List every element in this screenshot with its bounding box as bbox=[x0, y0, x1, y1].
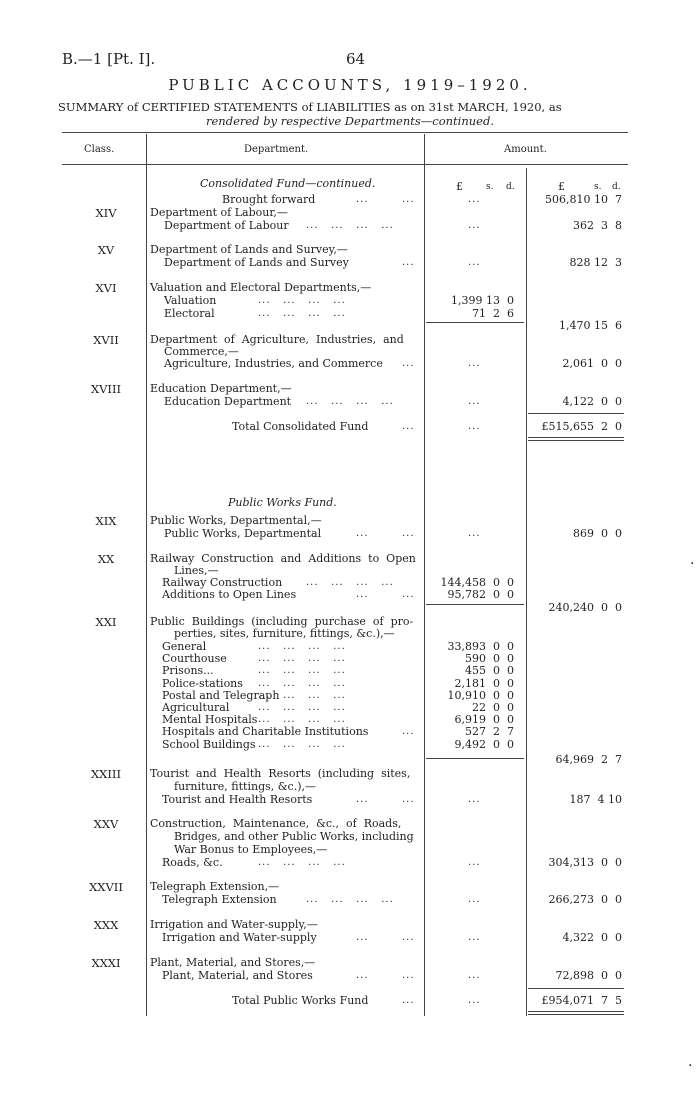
total-public-works-amount: £954,071 7 5 bbox=[541, 994, 622, 1007]
department-total: 72,898 0 0 bbox=[555, 969, 622, 982]
amount-column-divider bbox=[526, 168, 527, 1016]
department-column-header: Department. bbox=[244, 144, 309, 155]
department-item: Agriculture, Industries, and Commerce bbox=[164, 357, 383, 370]
leader-dots: ... ... ... ... bbox=[306, 220, 394, 231]
department-name-continued: perties, sites, furniture, fittings, &c.),— bbox=[174, 627, 395, 640]
leader-dots: ... ... ... ... bbox=[258, 308, 346, 319]
page-number: 64 bbox=[346, 50, 366, 68]
public-buildings-item-amount: 455 0 0 bbox=[465, 664, 514, 677]
empty-sub-amount: ... bbox=[468, 794, 481, 805]
sub-amount: 1,399 13 0 bbox=[451, 294, 514, 307]
margin-mark: · bbox=[688, 1058, 693, 1074]
margin-mark: · bbox=[690, 556, 695, 572]
public-buildings-item-amount: 10,910 0 0 bbox=[447, 689, 514, 702]
double-rule-bottom bbox=[528, 440, 624, 441]
leader-dots: ... bbox=[356, 970, 369, 981]
total-rule bbox=[528, 413, 624, 414]
department-name-continued: War Bonus to Employees,— bbox=[174, 843, 328, 856]
leader-dots: ... ... ... ... bbox=[258, 690, 346, 701]
leader-dots: ... ... ... ... bbox=[306, 894, 394, 905]
total-currency-shillings: s. bbox=[594, 182, 602, 192]
total-currency-pence: d. bbox=[612, 182, 621, 192]
department-name: Department of Lands and Survey,— bbox=[150, 243, 348, 256]
class-label: XIX bbox=[95, 514, 117, 528]
brought-forward-amount: 506,810 10 7 bbox=[545, 193, 622, 206]
class-column-divider bbox=[146, 134, 147, 1016]
leader-dots: ... ... ... ... bbox=[258, 641, 346, 652]
empty-sub-amount: ... bbox=[468, 220, 481, 231]
class-label: XVIII bbox=[90, 382, 122, 396]
public-buildings-item-label: Postal and Telegraph bbox=[162, 689, 280, 702]
department-name-continued: Commerce,— bbox=[164, 345, 239, 358]
empty-sub-amount: ... bbox=[468, 257, 481, 268]
empty-sub-amount: ... bbox=[468, 995, 481, 1006]
department-item: Valuation bbox=[164, 294, 217, 307]
department-item: Irrigation and Water-supply bbox=[162, 931, 317, 944]
brought-forward-label: Brought forward bbox=[222, 193, 316, 206]
public-buildings-item-label: Police-stations bbox=[162, 677, 243, 690]
sub-currency-pence: d. bbox=[506, 182, 515, 192]
leader-dots: ... ... ... ... bbox=[306, 396, 394, 407]
class-label: XX bbox=[97, 552, 115, 566]
empty-sub-amount: ... bbox=[468, 358, 481, 369]
leader-dots: ... bbox=[402, 194, 415, 205]
public-buildings-item-amount: 6,919 0 0 bbox=[454, 713, 514, 726]
class-column-header: Class. bbox=[84, 144, 115, 155]
total-consolidated-label: Total Consolidated Fund bbox=[232, 420, 369, 433]
empty-sub-amount: ... bbox=[468, 857, 481, 868]
public-buildings-item-label: School Buildings bbox=[162, 738, 256, 751]
department-item: Department of Labour bbox=[164, 219, 289, 232]
leader-dots: ... bbox=[356, 589, 369, 600]
empty-sub-amount: ... bbox=[468, 528, 481, 539]
public-buildings-item-label: Courthouse bbox=[162, 652, 227, 665]
leader-dots: ... bbox=[402, 421, 415, 432]
sub-amount: 71 2 6 bbox=[472, 307, 514, 320]
department-item: Plant, Material, and Stores bbox=[162, 969, 313, 982]
leader-dots: ... bbox=[402, 257, 415, 268]
department-name: Plant, Material, and Stores,— bbox=[150, 956, 316, 969]
leader-dots: ... bbox=[402, 794, 415, 805]
department-total: 1,470 15 6 bbox=[559, 319, 622, 332]
public-buildings-item-label: General bbox=[162, 640, 207, 653]
public-buildings-item-amount: 527 2 7 bbox=[465, 725, 514, 738]
subtitle-line-2: rendered by respective Departments—continued. bbox=[206, 114, 494, 128]
leader-dots: ... ... ... ... bbox=[258, 857, 346, 868]
empty-sub-amount: ... bbox=[468, 194, 481, 205]
department-name-continued: Bridges, and other Public Works, including bbox=[174, 830, 414, 843]
amount-column-header: Amount. bbox=[504, 144, 547, 155]
department-name: Public Works, Departmental,— bbox=[150, 514, 322, 527]
class-label: XV bbox=[97, 243, 115, 257]
department-total: 304,313 0 0 bbox=[548, 856, 622, 869]
leader-dots: ... ... ... ... bbox=[258, 653, 346, 664]
total-rule bbox=[528, 988, 624, 989]
department-item: Public Works, Departmental bbox=[164, 527, 322, 540]
class-label: XXI bbox=[95, 615, 117, 629]
public-buildings-item-amount: 9,492 0 0 bbox=[454, 738, 514, 751]
public-buildings-item-amount: 590 0 0 bbox=[465, 652, 514, 665]
leader-dots: ... bbox=[402, 528, 415, 539]
department-name-continued: furniture, fittings, &c.),— bbox=[174, 780, 316, 793]
department-item: Tourist and Health Resorts bbox=[162, 793, 313, 806]
department-name: Tourist and Health Resorts (including sites, bbox=[150, 767, 411, 780]
leader-dots: ... bbox=[402, 726, 415, 737]
leader-dots: ... ... ... ... bbox=[258, 702, 346, 713]
department-total: 64,969 2 7 bbox=[555, 753, 622, 766]
leader-dots: ... bbox=[356, 528, 369, 539]
sub-amount: 95,782 0 0 bbox=[447, 588, 514, 601]
department-total: 869 0 0 bbox=[573, 527, 622, 540]
leader-dots: ... ... ... ... bbox=[258, 714, 346, 725]
leader-dots: ... ... ... ... bbox=[258, 295, 346, 306]
double-rule-top bbox=[528, 1011, 624, 1012]
total-consolidated-amount: £515,655 2 0 bbox=[541, 420, 622, 433]
class-label: XXV bbox=[93, 817, 119, 831]
table-top-rule bbox=[62, 132, 628, 133]
empty-sub-amount: ... bbox=[468, 932, 481, 943]
department-name: Railway Construction and Additions to Open bbox=[150, 552, 416, 565]
empty-sub-amount: ... bbox=[468, 970, 481, 981]
class-label: XXIII bbox=[90, 767, 121, 781]
leader-dots: ... bbox=[402, 970, 415, 981]
class-label: XXVII bbox=[89, 880, 123, 894]
department-item: Railway Construction bbox=[162, 576, 283, 589]
leader-dots: ... bbox=[402, 995, 415, 1006]
department-total: 266,273 0 0 bbox=[548, 893, 622, 906]
class-label: XIV bbox=[95, 206, 117, 220]
department-item: Electoral bbox=[164, 307, 215, 320]
department-total: 187 4 10 bbox=[569, 793, 622, 806]
total-currency-pounds: £ bbox=[558, 180, 565, 193]
subtotal-rule bbox=[426, 322, 524, 323]
leader-dots: ... bbox=[356, 794, 369, 805]
leader-dots: ... bbox=[402, 932, 415, 943]
public-buildings-item-amount: 22 0 0 bbox=[472, 701, 514, 714]
empty-sub-amount: ... bbox=[468, 421, 481, 432]
department-name: Valuation and Electoral Departments,— bbox=[150, 281, 372, 294]
class-label: XXX bbox=[93, 918, 119, 932]
department-total: 4,122 0 0 bbox=[562, 395, 622, 408]
department-total: 4,322 0 0 bbox=[562, 931, 622, 944]
public-buildings-item-amount: 33,893 0 0 bbox=[447, 640, 514, 653]
sub-amount: 144,458 0 0 bbox=[440, 576, 514, 589]
leader-dots: ... bbox=[356, 194, 369, 205]
department-name: Telegraph Extension,— bbox=[150, 880, 280, 893]
department-name: Education Department,— bbox=[150, 382, 292, 395]
department-item: Roads, &c. bbox=[162, 856, 223, 869]
department-total: 2,061 0 0 bbox=[562, 357, 622, 370]
department-name: Public Buildings (including purchase of pro- bbox=[150, 615, 414, 628]
leader-dots: ... bbox=[356, 932, 369, 943]
public-buildings-item-label: Agricultural bbox=[162, 701, 230, 714]
double-rule-top bbox=[528, 437, 624, 438]
subtotal-rule bbox=[426, 604, 524, 605]
empty-sub-amount: ... bbox=[468, 396, 481, 407]
class-label: XVI bbox=[95, 281, 117, 295]
class-label: XXXI bbox=[91, 956, 121, 970]
document-reference: B.—1 [Pt. I]. bbox=[62, 50, 156, 68]
department-total: 240,240 0 0 bbox=[548, 601, 622, 614]
leader-dots: ... ... ... ... bbox=[306, 577, 394, 588]
department-item: Additions to Open Lines bbox=[162, 588, 297, 601]
leader-dots: ... ... ... ... bbox=[258, 739, 346, 750]
leader-dots: ... ... ... ... bbox=[258, 678, 346, 689]
sub-currency-shillings: s. bbox=[486, 182, 494, 192]
department-name: Department of Agriculture, Industries, and bbox=[150, 333, 404, 346]
empty-sub-amount: ... bbox=[468, 894, 481, 905]
department-name-continued: Lines,— bbox=[174, 564, 219, 577]
sub-currency-pounds: £ bbox=[456, 180, 463, 193]
department-name: Irrigation and Water-supply,— bbox=[150, 918, 318, 931]
department-total: 828 12 3 bbox=[569, 256, 622, 269]
subtitle-line-1: SUMMARY of CERTIFIED STATEMENTS of LIABILITIES as on 31st MARCH, 1920, as bbox=[58, 100, 562, 114]
department-total: 362 3 8 bbox=[573, 219, 622, 232]
public-works-fund-heading: Public Works Fund. bbox=[228, 496, 337, 509]
leader-dots: ... ... ... ... bbox=[258, 665, 346, 676]
public-buildings-item-amount: 2,181 0 0 bbox=[454, 677, 514, 690]
leader-dots: ... bbox=[402, 358, 415, 369]
department-name: Department of Labour,— bbox=[150, 206, 288, 219]
department-item: Education Department bbox=[164, 395, 292, 408]
double-rule-bottom bbox=[528, 1014, 624, 1015]
department-column-divider bbox=[424, 134, 425, 1016]
leader-dots: ... bbox=[402, 589, 415, 600]
public-buildings-item-label: Prisons... bbox=[162, 664, 214, 677]
public-buildings-item-label: Hospitals and Charitable Institutions bbox=[162, 725, 369, 738]
consolidated-fund-heading: Consolidated Fund—continued. bbox=[200, 177, 376, 190]
department-name: Construction, Maintenance, &c., of Roads, bbox=[150, 817, 402, 830]
class-label: XVII bbox=[93, 333, 119, 347]
total-public-works-label: Total Public Works Fund bbox=[232, 994, 369, 1007]
public-buildings-item-label: Mental Hospitals bbox=[162, 713, 258, 726]
page-title: PUBLIC ACCOUNTS, 1919–1920. bbox=[168, 76, 532, 94]
subtotal-rule bbox=[426, 758, 524, 759]
department-item: Department of Lands and Survey bbox=[164, 256, 349, 269]
department-item: Telegraph Extension bbox=[162, 893, 277, 906]
